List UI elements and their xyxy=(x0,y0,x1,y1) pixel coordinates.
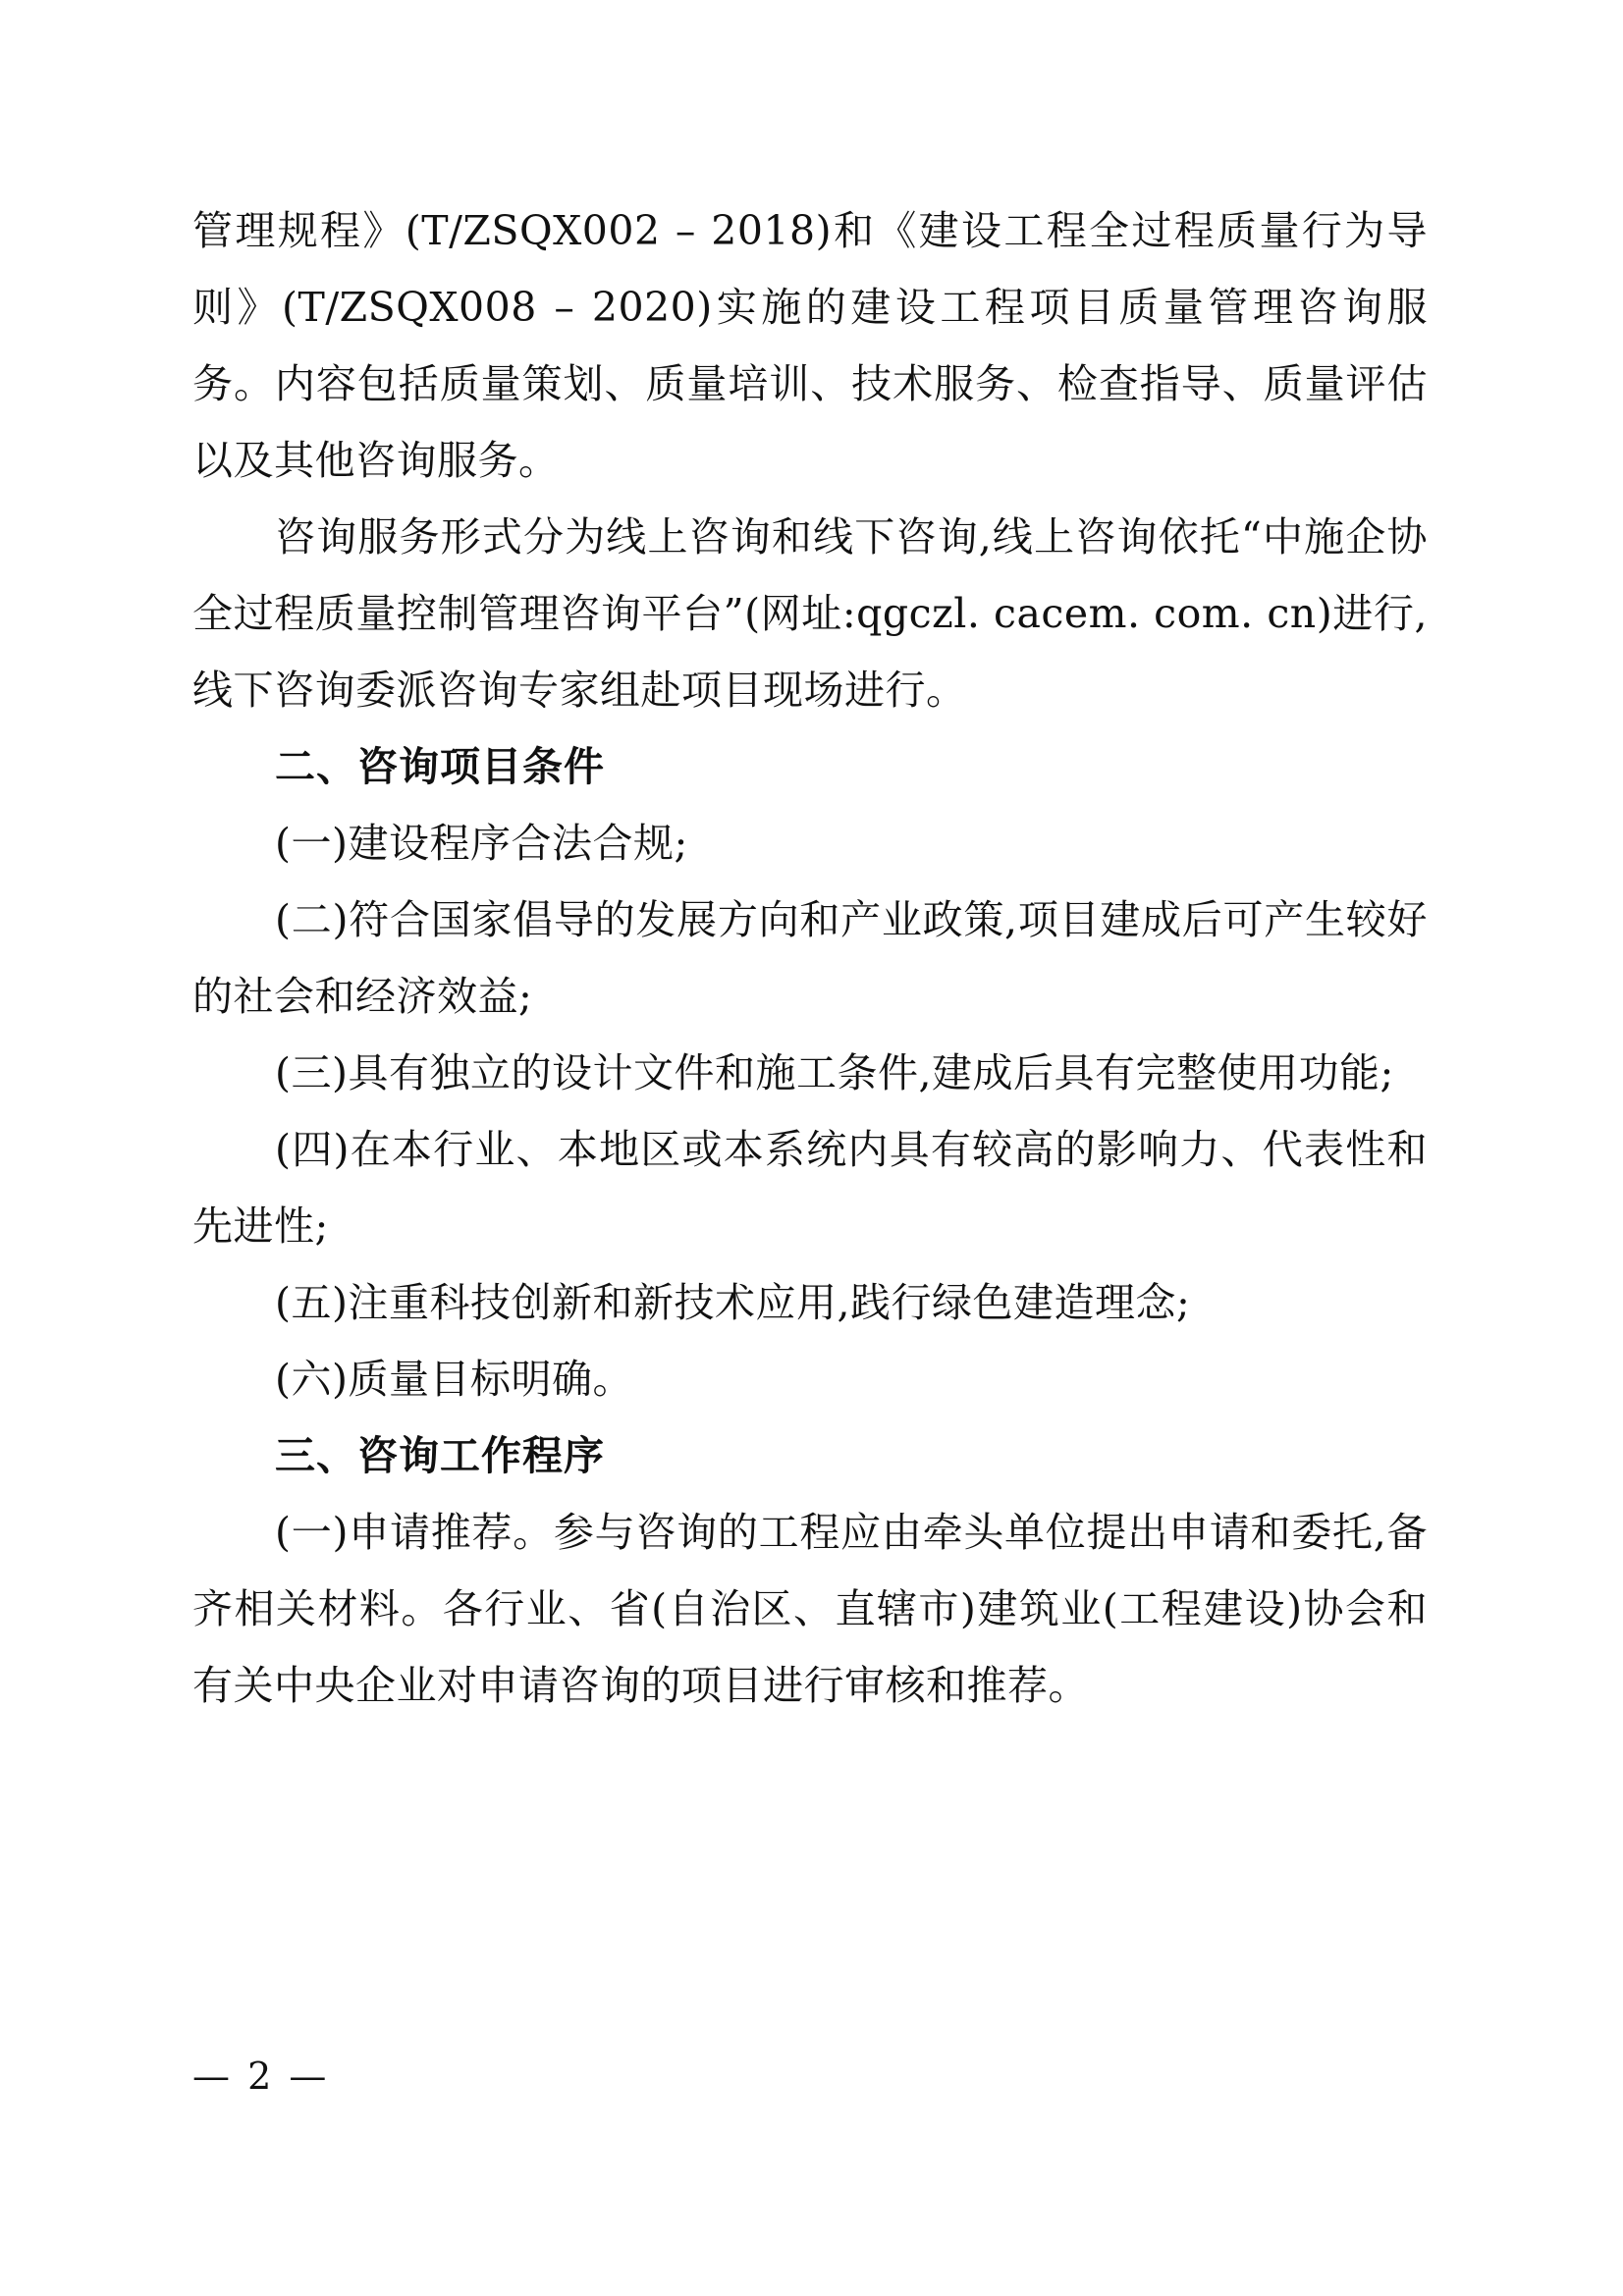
section-heading-three: 三、咨询工作程序 xyxy=(275,1432,605,1479)
section-heading-two: 二、咨询项目条件 xyxy=(275,743,605,790)
condition-item-1: (一)建设程序合法合规; xyxy=(275,820,688,867)
page-number: — 2 — xyxy=(192,2055,330,2098)
document-body xyxy=(192,192,1428,1724)
condition-item-2: (二)符合国家倡导的发展方向和产业政策,项目建成后可产生较好的社会和经济效益; xyxy=(192,896,1428,1020)
condition-item-6: (六)质量目标明确。 xyxy=(275,1356,633,1403)
condition-item-4: (四)在本行业、本地区或本系统内具有较高的影响力、代表性和先进性; xyxy=(192,1126,1428,1250)
procedure-item-1: (一)申请推荐。参与咨询的工程应由牵头单位提出申请和委托,备齐相关材料。各行业、省(自治区、直辖市)建筑业(工程建设)协会和有关中央企业对申请咨询的项目进行审核和推荐。 xyxy=(192,1509,1428,1709)
paragraph-consulting-scope: 管理规程》(T/ZSQX002 – 2018)和《建设工程全过程质量行为导则》(T/ZSQX008 – 2020)实施的建设工程项目质量管理咨询服务。内容包括质量策划、质量培训、技术服务、检查指导、质量评估以及其他咨询服务。 xyxy=(192,207,1428,484)
condition-item-5: (五)注重科技创新和新技术应用,践行绿色建造理念; xyxy=(275,1279,1191,1326)
condition-item-3: (三)具有独立的设计文件和施工条件,建成后具有完整使用功能; xyxy=(275,1049,1394,1096)
paragraph-consulting-forms: 咨询服务形式分为线上咨询和线下咨询,线上咨询依托“中施企协全过程质量控制管理咨询平台”(网址:qgczl. cacem. com. cn)进行,线下咨询委派咨询专家组赴项目现场进行。 xyxy=(192,513,1428,714)
